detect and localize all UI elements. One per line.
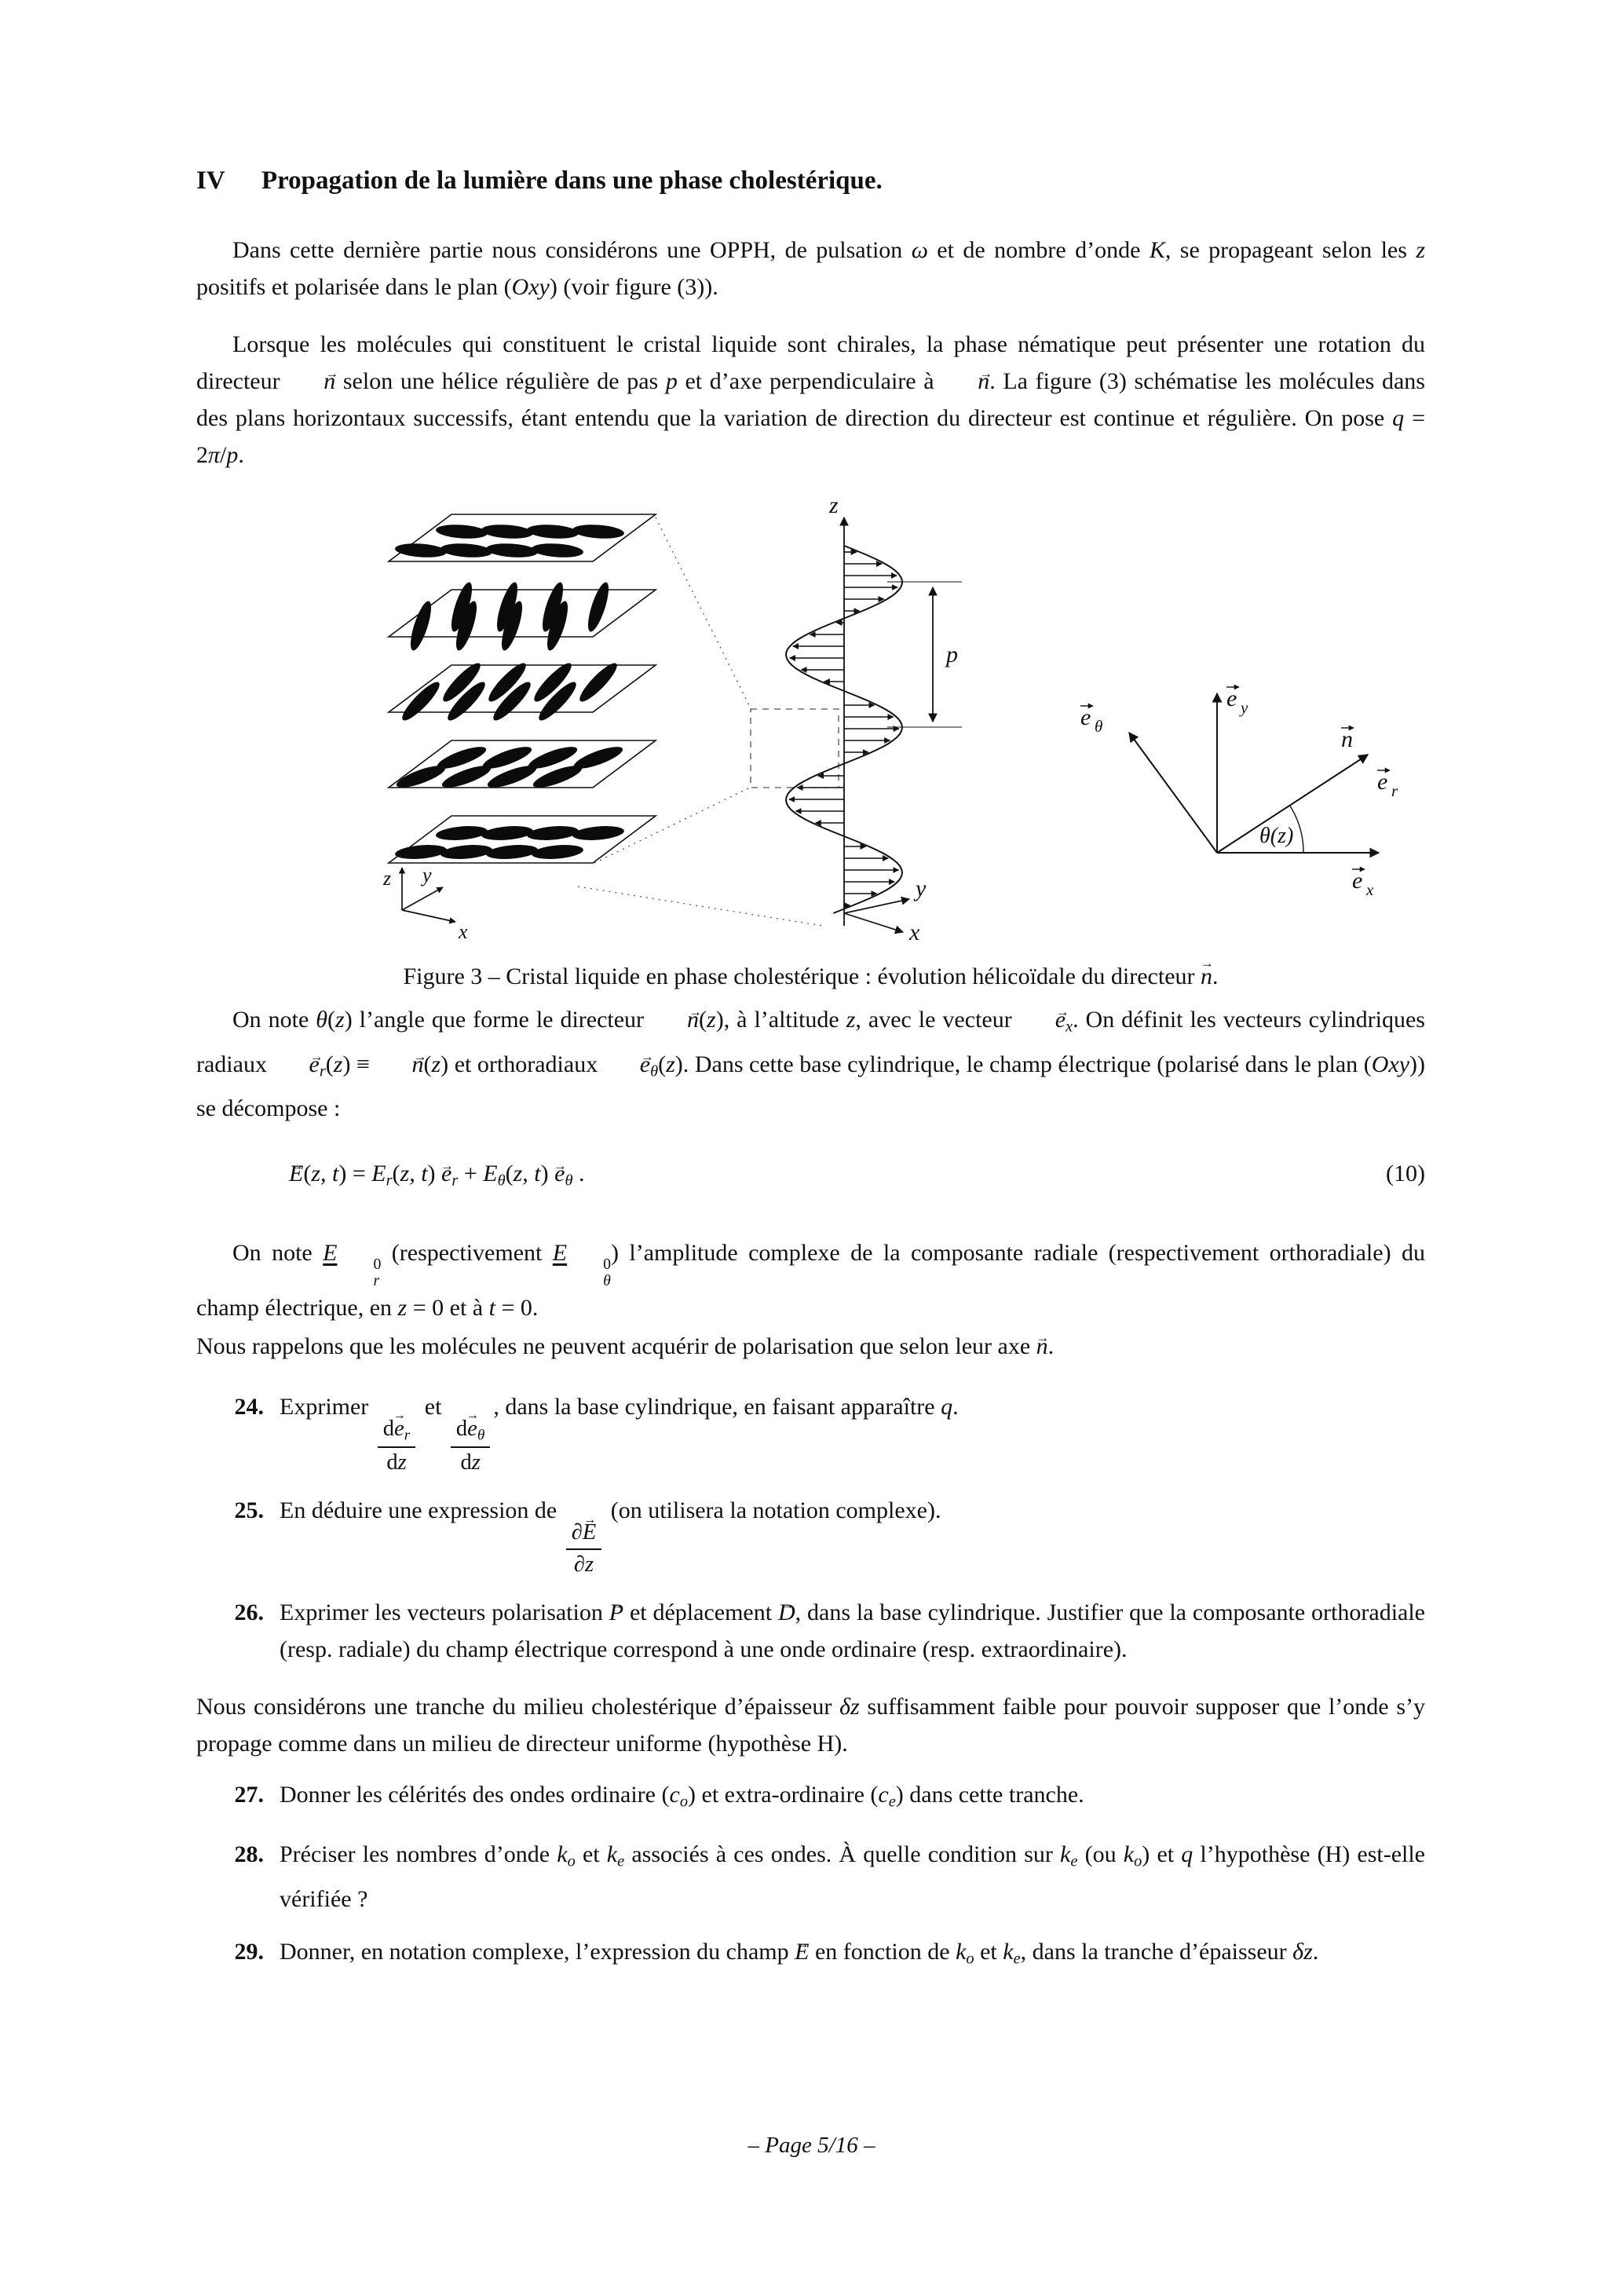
- helix-y-label: y: [916, 876, 927, 901]
- callout-line: [656, 517, 751, 710]
- paragraph-slab-hypothesis: Nous considérons une tranche du milieu cholestérique d’épaisseur δz suffisamment faible pour pouvoir supposer que l’onde s’y propage comme dans un milieu de directeur uniforme (hypothèse H).: [196, 1693, 1425, 1757]
- cylindrical-frame: [1129, 693, 1379, 853]
- figure-3-drawing: [196, 495, 1425, 943]
- molecular-planes-group: [389, 514, 656, 863]
- helix-x-label: x: [909, 919, 920, 943]
- question-number: 24.: [234, 1393, 264, 1420]
- callout-line: [578, 887, 823, 926]
- ey-label: e: [1226, 686, 1237, 711]
- helix-y-axis: [844, 899, 909, 913]
- fraction: $\frac{\partial E \to}{\partial z}$: [566, 1510, 602, 1578]
- fraction: $\frac{de \to_r}{dz}$: [378, 1406, 415, 1476]
- question-number: 29.: [234, 1939, 264, 1965]
- ex-label-sub: x: [1366, 880, 1374, 899]
- paragraph-intro: Dans cette dernière partie nous considérons une OPPH, de pulsation ω et de nombre d’onde K, se propageant selon les z positifs et polarisée dans le plan (Oxy) (voir figure (3)).: [196, 237, 1425, 300]
- question-number: 28.: [234, 1841, 264, 1868]
- etheta-label: e: [1080, 704, 1091, 730]
- question-number: 27.: [234, 1781, 264, 1808]
- figure-caption: Figure 3 – Cristal liquide en phase cholestérique : évolution hélicoïdale du directeur n →.: [196, 963, 1425, 990]
- question-text: Exprimer $\frac{de \to_r}{dz}$ et $\frac{de \to_\theta}{dz}$ , dans la base cylindrique, en faisant apparaître q.: [280, 1388, 1425, 1477]
- stack-y-label: y: [422, 864, 432, 887]
- paragraph-polarisation-axis: Nous rappelons que les molécules ne peuvent acquérir de polarisation que selon leur axe n →.: [196, 1328, 1425, 1365]
- question-text: Préciser les nombres d’onde $k_o$ et $k_e$ associés à ces ondes. À quelle condition sur $k_e$ (ou $k_o$) et q l’hypothèse (H) est-elle vérifiée ?: [280, 1841, 1425, 1913]
- equation-body: E →(z, $t) = E_r(z$, t) $e \to_r + E_\theta(z$, t) $e \to_\theta$ .: [289, 1161, 584, 1186]
- question-27: [220, 1776, 1425, 1821]
- fraction: $\frac{de \to_\theta}{dz}$: [451, 1406, 490, 1476]
- ex-label: e: [1352, 868, 1363, 894]
- callout-lines: [578, 517, 839, 926]
- paragraph-cylindrical-base: On note θ(z) l’angle que forme le directeur n →(z), à l’altitude z, avec le vecteur $e \to_x$. On définit les vecteurs cylindriques radiaux $e \to_r(z) \equiv n \to(z)$ et orthoradiaux $e \to_\theta(z)$. Dans cette base cylindrique, le champ électrique (polarisé dans le plan (Oxy)) se décompose :: [196, 1001, 1425, 1127]
- figure-3: [196, 495, 1425, 990]
- question-text: En déduire une expression de $\frac{\partial E \to}{\partial z}$ (on utilisera la notation complexe).: [280, 1492, 1425, 1578]
- er-label: e: [1377, 769, 1388, 795]
- page-footer: – Page 5/16 –: [748, 2133, 875, 2158]
- question-number: 26.: [234, 1599, 264, 1625]
- equation-number: (10): [1386, 1161, 1425, 1187]
- stack-x-label: x: [459, 920, 468, 943]
- section-title: Propagation de la lumière dans une phase cholestérique.: [261, 166, 883, 195]
- er-label-sub: r: [1391, 781, 1398, 800]
- page-content: [196, 166, 1425, 1994]
- question-29: [220, 1933, 1425, 1978]
- paragraph-chiral-helix: Lorsque les molécules qui constituent le cristal liquide sont chirales, la phase nématique peut présenter une rotation du directeur n → selon une hélice régulière de pas p et d’axe perpendiculaire à n →. La figure (3) schématise les molécules dans des plans horizontaux successifs, étant entendu que la variation de direction du directeur est continue et régulière. On pose q = 2π/p.: [196, 326, 1425, 473]
- question-26: [220, 1594, 1425, 1668]
- question-28: [220, 1836, 1425, 1918]
- paragraph-complex-amplitudes: On note E 0 r (respectivement E 0 θ ) l’amplitude complexe de la composante radiale (respectivement orthoradiale) du champ électrique, en z = 0 et à t = 0.: [196, 1240, 1425, 1321]
- pitch-label: p: [946, 642, 958, 667]
- helix-base-axes: [844, 899, 909, 932]
- section-number: IV: [196, 166, 225, 195]
- stack-x-axis: [402, 910, 455, 922]
- helix-z-label: z: [829, 495, 839, 518]
- question-number: 25.: [234, 1497, 264, 1524]
- theta-z-label: θ(z): [1259, 824, 1294, 848]
- n-label: n: [1341, 726, 1353, 752]
- question-text: Donner, en notation complexe, l’expression du champ E → en fonction de $k_o$ et $k_e$, dans la tranche d’épaisseur δz.: [280, 1933, 1425, 1978]
- stack-z-label: z: [383, 867, 392, 890]
- ey-label-sub: y: [1241, 698, 1248, 717]
- question-text: Exprimer les vecteurs polarisation P → et déplacement D →, dans la base cylindrique. Justifier que la composante orthoradiale (resp. radiale) du champ électrique correspond à une onde ordinaire (resp. extraordinaire).: [280, 1594, 1425, 1668]
- etheta-vector: [1129, 733, 1217, 853]
- etheta-label-sub: θ: [1095, 717, 1103, 736]
- helix-x-axis: [844, 913, 903, 932]
- question-text: Donner les célérités des ondes ordinaire $(c_o)$ et extra-ordinaire $(c_e)$ dans cette tranche.: [280, 1781, 1084, 1811]
- question-25: [220, 1492, 1425, 1578]
- stack-y-axis: [402, 887, 443, 910]
- equation-10: [196, 1155, 1425, 1200]
- section-heading: [196, 166, 1425, 196]
- question-24: [220, 1388, 1425, 1477]
